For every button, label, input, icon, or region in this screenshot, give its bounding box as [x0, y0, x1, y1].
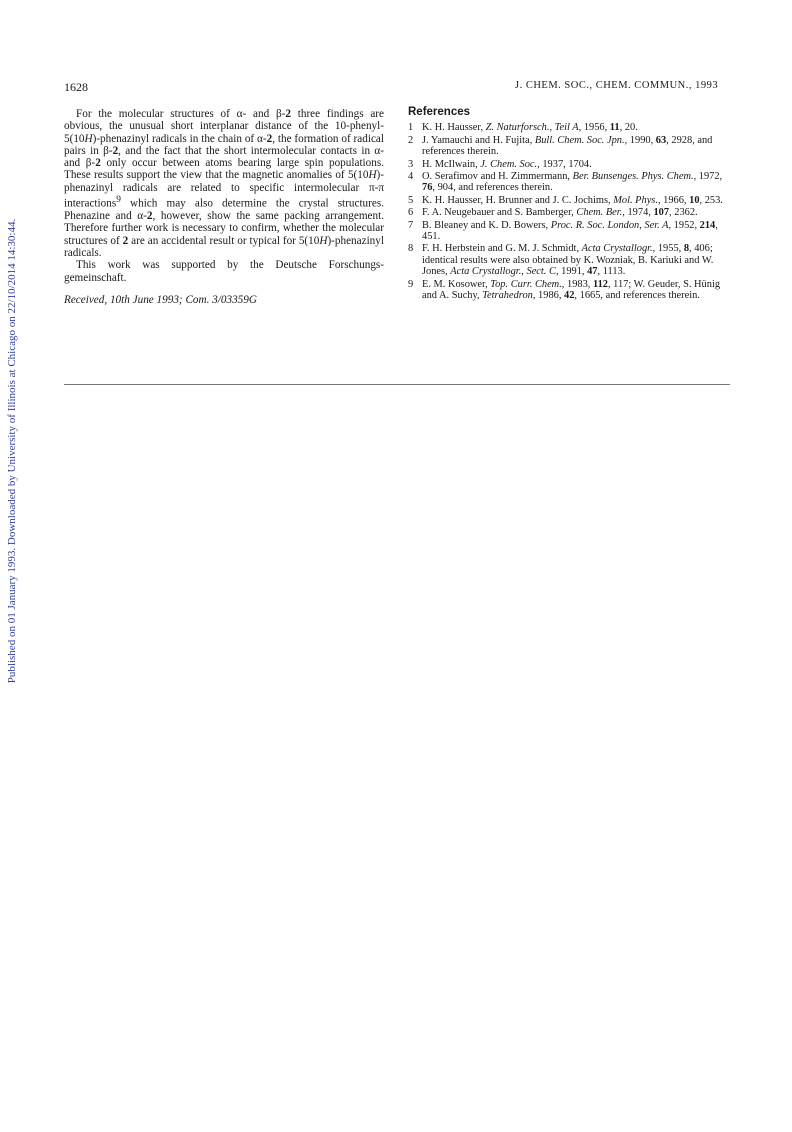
- reference-text: B. Bleaney and K. D. Bowers, Proc. R. Soc. London, Ser. A, 1952, 214, 451.: [422, 219, 718, 243]
- journal-running-head: J. CHEM. SOC., CHEM. COMMUN., 1993: [515, 80, 719, 91]
- reference-item: [408, 279, 730, 302]
- body-paragraph: For the molecular structures of α- and β-2 three findings are obvious, the unusual short interplanar distance of the 10-phenyl-5(10H)-phenazinyl radicals in the chain of α-2, the formation of radical pairs in β-2, and the fact that the short intermolecular contacts in α- and β-2 only occur between atoms bearing large spin populations. These results support the view that the magnetic anomalies of 5(10H)-phenazinyl radicals are related to specific intermolecular π-π interactions$^9$ which may also determine the crystal structures. Phenazine and α-2, however, show the same packing arrangement. Therefore further work is necessary to confirm, whether the molecular structures of 2 are an accidental result or typical for 5(10H)-phenazinyl radicals.: [64, 108, 384, 259]
- reference-number: 2: [408, 134, 414, 146]
- reference-number: 9: [408, 278, 414, 290]
- download-watermark: [4, 216, 20, 686]
- reference-number: 7: [408, 219, 414, 231]
- reference-item: [408, 195, 730, 206]
- reference-item: [408, 207, 730, 218]
- reference-item: [408, 135, 730, 158]
- received-line: Received, 10th June 1993; Com. 3/03359G: [64, 293, 257, 306]
- reference-number: 8: [408, 243, 414, 255]
- reference-number: 1: [408, 122, 414, 134]
- reference-text: O. Serafimov and H. Zimmermann, Ber. Bunsenges. Phys. Chem., 1972, 76, 904, and references therein.: [422, 171, 723, 194]
- reference-list: [408, 122, 730, 301]
- reference-text: F. H. Herbstein and G. M. J. Schmidt, Acta Crystallogr., 1955, 8, 406; identical results were also obtained by K. Wozniak, B. Kariuki and W. Jones, Acta Crystallogr., Sect. C, 1991, 47, 1113.: [422, 243, 714, 278]
- reference-item: [408, 159, 730, 170]
- reference-text: H. McIlwain, J. Chem. Soc., 1937, 1704.: [422, 158, 592, 170]
- reference-item: [408, 122, 730, 133]
- acknowledgement-paragraph: This work was supported by the Deutsche Forschungs-gemeinschaft.: [64, 259, 384, 284]
- reference-text: K. H. Hausser, Z. Naturforsch., Teil A, 1956, 11, 20.: [422, 122, 638, 134]
- reference-item: [408, 171, 730, 194]
- body-column: [64, 108, 384, 306]
- reference-text: E. M. Kosower, Top. Curr. Chem., 1983, 112, 117; W. Geuder, S. Hünig and A. Suchy, Tetrahedron, 1986, 42, 1665, and references therein.: [422, 278, 721, 302]
- reference-text: J. Yamauchi and H. Fujita, Bull. Chem. Soc. Jpn., 1990, 63, 2928, and references therein.: [422, 134, 713, 158]
- reference-number: 6: [408, 207, 414, 219]
- reference-number: 3: [408, 158, 414, 170]
- reference-number: 4: [408, 171, 414, 183]
- reference-number: 5: [408, 194, 414, 206]
- reference-text: F. A. Neugebauer and S. Bamberger, Chem. Ber., 1974, 107, 2362.: [422, 207, 698, 219]
- references-heading: References: [408, 106, 471, 118]
- references-column: [408, 107, 730, 303]
- section-divider: [64, 384, 730, 385]
- download-watermark-text: Published on 01 January 1993. Downloaded by University of Illinois at Chicago on 22/10/2014 14:30:44.: [6, 218, 18, 684]
- reference-text: K. H. Hausser, H. Brunner and J. C. Jochims, Mol. Phys., 1966, 10, 253.: [422, 194, 723, 206]
- page-number: 1628: [64, 80, 88, 94]
- reference-item: [408, 220, 730, 243]
- reference-item: [408, 243, 730, 277]
